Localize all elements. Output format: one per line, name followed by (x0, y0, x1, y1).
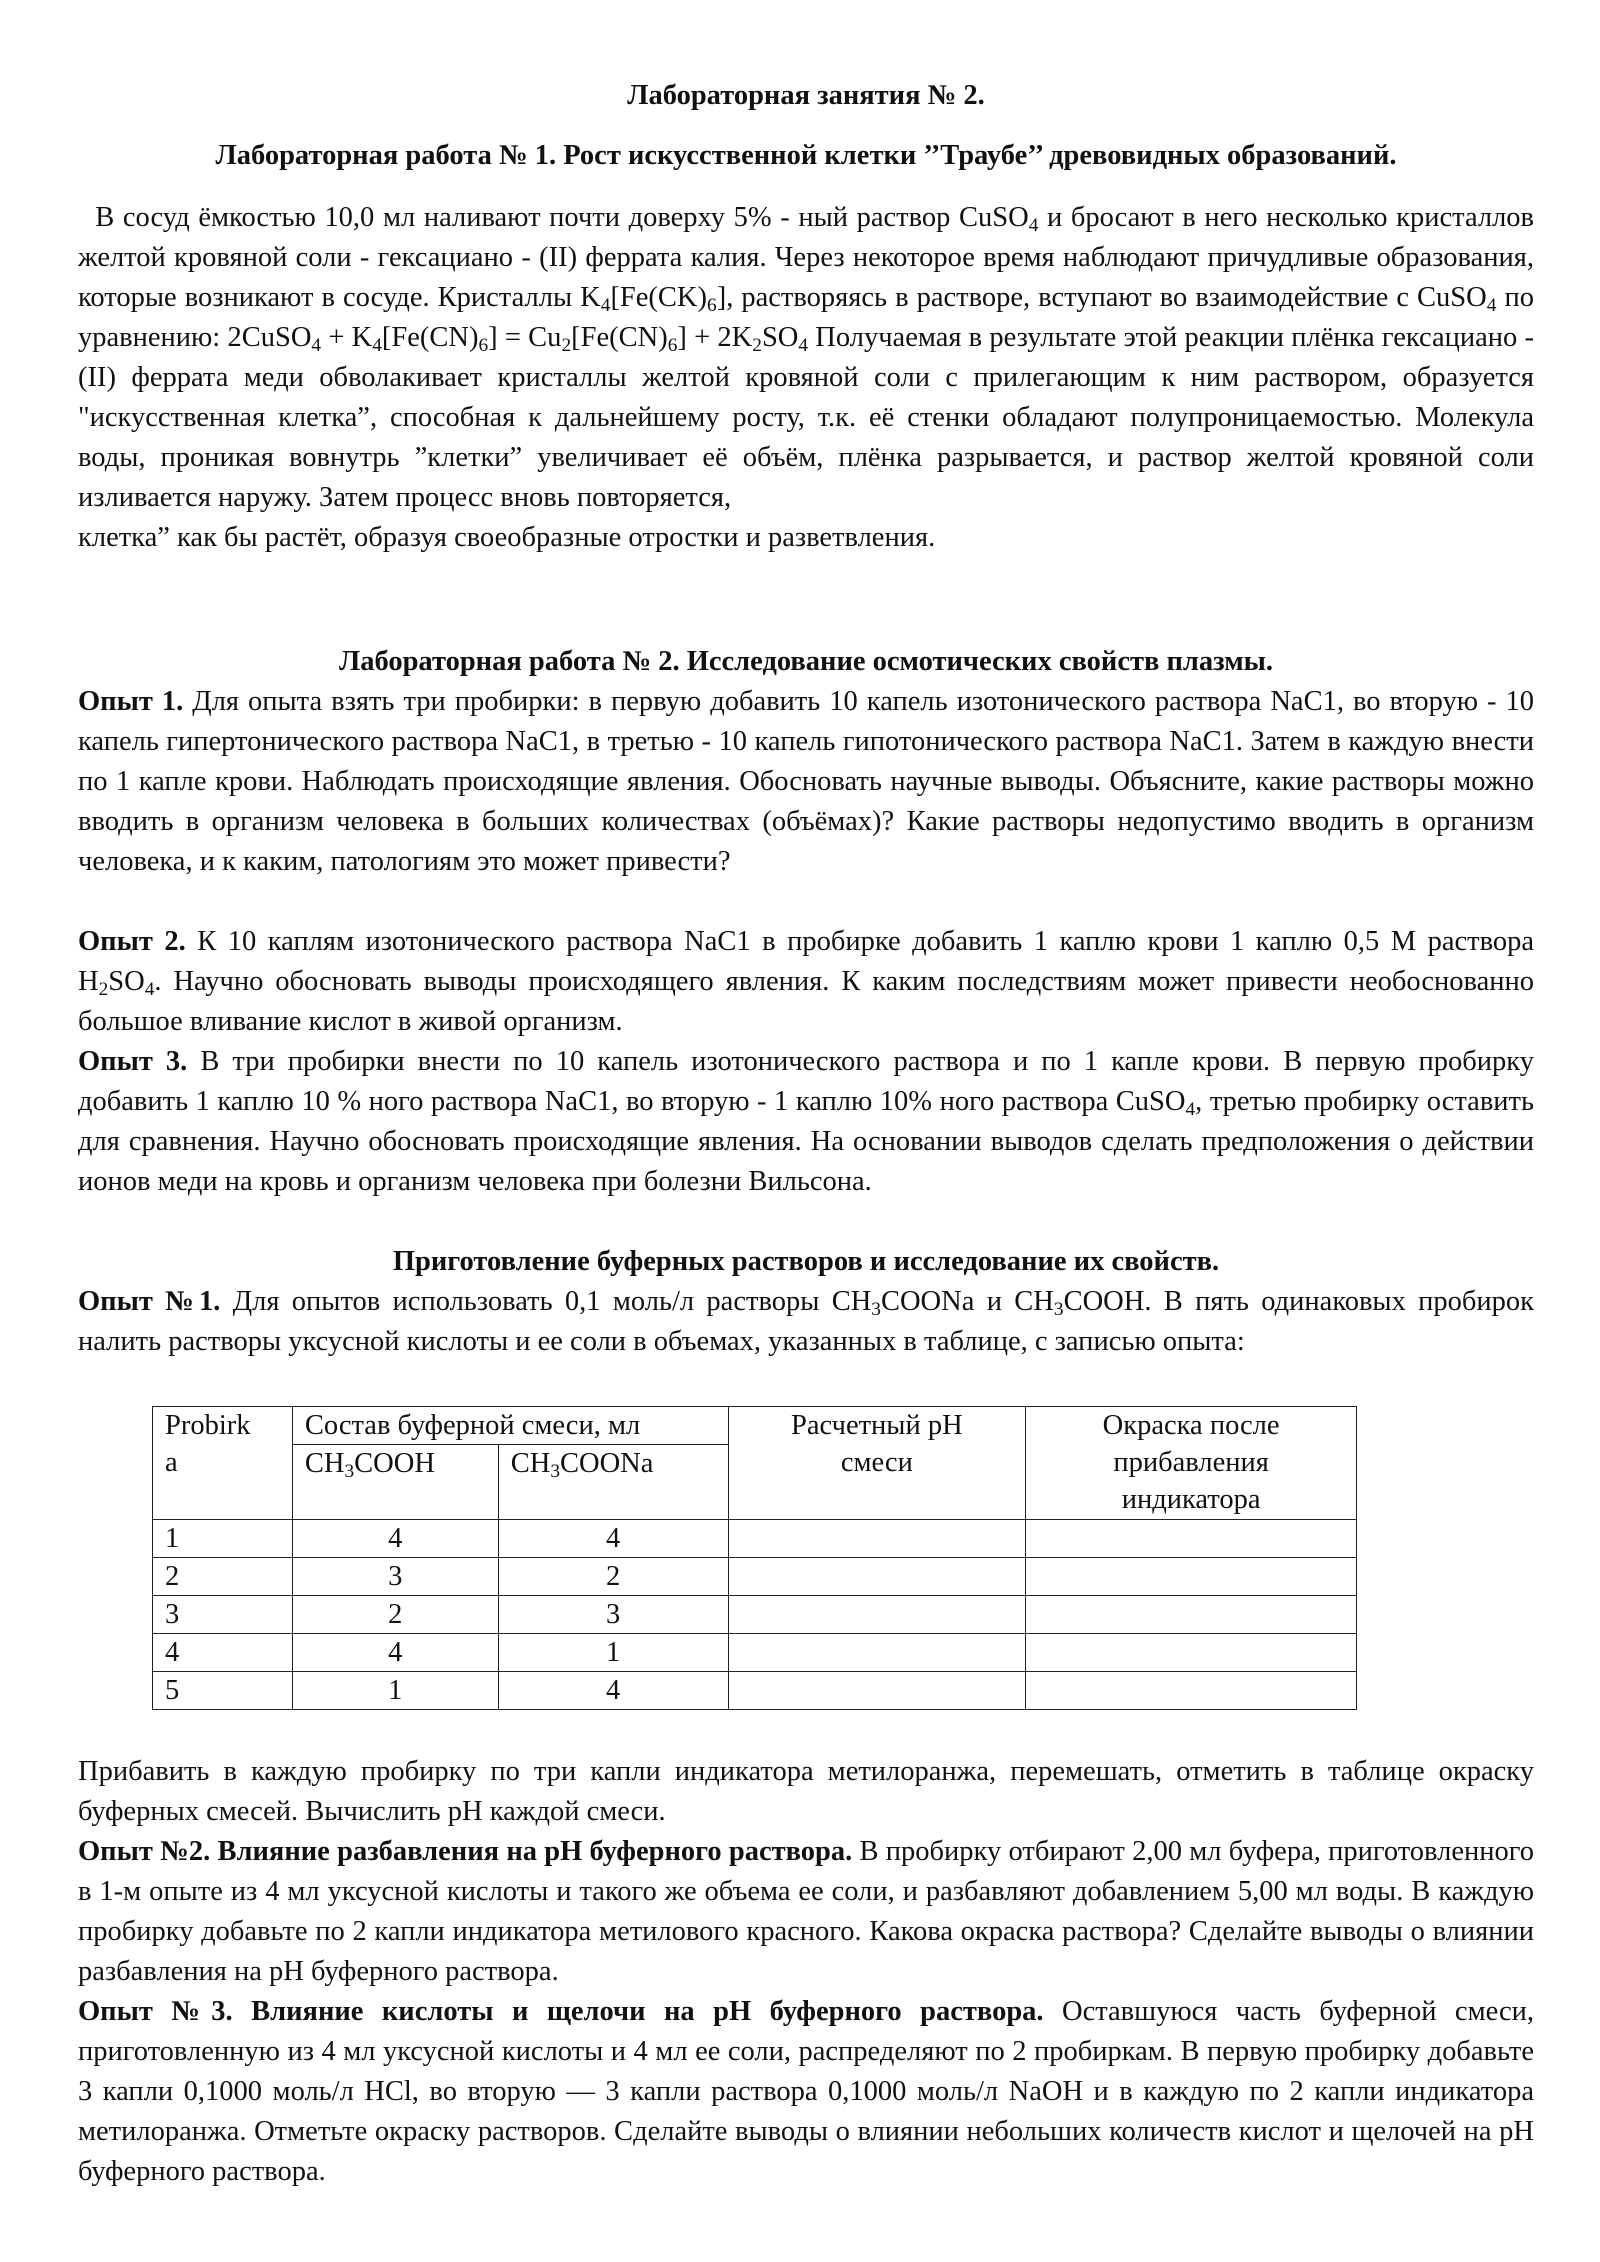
header-color-text: Окраска после прибавления индикатора (1102, 1410, 1280, 1515)
cell-ch3cooh: 3 (292, 1558, 498, 1596)
cell-ph (728, 1558, 1026, 1596)
buffer-exp1-text-b: и (974, 1286, 1015, 1317)
exp3-label: Опыт 3. (78, 1046, 188, 1077)
row-number: 5 (153, 1672, 293, 1710)
table-row (153, 1558, 1357, 1596)
header-probirka-line1: Probirk (165, 1410, 251, 1441)
row-number: 1 (153, 1520, 293, 1558)
cell-ph (728, 1672, 1026, 1710)
buffer-heading: Приготовление буферных растворов и исследование их свойств. (392, 1246, 1220, 1277)
cell-color (1026, 1558, 1357, 1596)
cell-ch3cooh: 1 (292, 1672, 498, 1710)
buffer-exp1-label: Опыт №1. (78, 1286, 221, 1317)
row-number: 4 (153, 1634, 293, 1672)
header-color (1026, 1407, 1357, 1520)
exp2-label: Опыт 2. (78, 926, 186, 957)
header-ph (728, 1407, 1026, 1520)
cell-ch3coona: 2 (498, 1558, 728, 1596)
cell-ch3coona: 1 (498, 1634, 728, 1672)
work2-heading: Лабораторная работа № 2. Исследование осмотических свойств плазмы. (338, 646, 1274, 677)
buffer-exp1-text-c: . В пять одинаковых пробирок налить растворы уксусной кислоты и ее соли в объемах, указанных в таблице, с записью опыта: (78, 1286, 1534, 1357)
cell-ph (728, 1634, 1026, 1672)
cell-color (1026, 1596, 1357, 1634)
cell-ch3cooh: 4 (292, 1520, 498, 1558)
work1-text-2: и бросают в него несколько кристаллов желтой кровяной соли - гексациано - (II) феррата калия. Через некоторое время наблюдают причудливые образования, которые возникают в сосуде. Кристаллы (78, 202, 1534, 313)
work1-text-1: В сосуд ёмкостью 10,0 мл наливают почти доверху 5% - ный раствор (95, 202, 960, 233)
after-table-paragraph: Прибавить в каждую пробирку по три капли индикатора метилоранжа, перемешать, отметить в таблице окраску буферных смесей. Вычислить pH каждой смеси. (78, 1756, 1534, 1827)
exp2-text-b: . Научно обосновать выводы происходящего явления. К каким последствиям может привести необоснованно большое вливание кислот в живой организм. (78, 966, 1534, 1037)
header-ch3coona: $CH_3COONa$ (498, 1445, 728, 1520)
buffer-table (152, 1406, 1357, 1710)
buffer-exp2-text: В пробирку отбирают 2,00 мл буфера, приготовленного в 1-м опыте из 4 мл уксусной кислоты и такого же объема ее соли, и разбавляют добавлением 5,00 мл воды. В каждую пробирку добавьте по 2 капли индикатора метилового красного. Какова окраска раствора? Сделайте выводы о влиянии разбавления на pH буферного раствора. (78, 1836, 1534, 1987)
exp1-text: Для опыта взять три пробирки: в первую добавить 10 капель изотонического раствора NaC1, во вторую - 10 капель гипертонического раствора NaC1, в третью - 10 капель гипотонического раствора NaC1. Затем в каждую внести по 1 капле крови. Наблюдать происходящие явления. Обосновать научные выводы. Объясните, какие растворы можно вводить в организм человека в больших количествах (объёмах)? Какие растворы недопустимо вводить в организм человека, и к каким, патологиям это может привести? (78, 686, 1534, 877)
cell-color (1026, 1634, 1357, 1672)
exp3-text-b: , третью пробирку оставить для сравнения. Научно обосновать происходящие явления. На основании выводов сделать предположения о действии ионов меди на кровь и организм человека при болезни Вильсона. (78, 1086, 1534, 1197)
buffer-exp3-label: Опыт №3. Влияние кислоты и щелочи на pH буферного раствора. (78, 1996, 1044, 2027)
buffer-exp2-label: Опыт №2. Влияние разбавления на pH буферного раствора. (78, 1836, 853, 1867)
table-row (153, 1634, 1357, 1672)
work1-paragraph: В сосуд ёмкостью 10,0 мл наливают почти доверху 5% - ный раствор CuSO$_4$ и бросают в него несколько кристаллов желтой кровяной соли - гексациано - (II) феррата калия. Через некоторое время наблюдают причудливые образования, которые возникают в сосуде. Кристаллы $K_4[Fe(CK)_6]$, растворяясь в растворе, вступают во взаимодействие с CuSO$_4$ по уравнению: 2CuSO$_4$ + $K_4[Fe(CN)_6] = Cu_2[Fe(CN)_6] + 2K_2SO_4$ Получаемая в результате этой реакции плёнка гексациано - (II) феррата меди обволакивает кристаллы желтой кровяной соли с прилегающим к ним раствором, образуется "искусственная клетка”, способная к дальнейшему росту, т.к. её стенки обладают полупроницаемостью. Молекула воды, проникая вовнутрь ”клетки” увеличивает её объём, плёнка разрывается, и раствор желтой кровяной соли изливается наружу. Затем процесс вновь повторяется, клетка” как бы растёт, образуя своеобразные отростки и разветвления. (78, 202, 1535, 553)
exp3-text-a: В три пробирки внести по 10 капель изотонического раствора и по 1 капле крови. В первую пробирку добавить 1 каплю 10 % ного раствора NaC1, во вторую - 1 каплю 10% ного раствора (78, 1046, 1534, 1117)
work2-experiment-2: Опыт 2. К 10 каплям изотонического раствора NaC1 в пробирке добавить 1 каплю крови 1 каплю 0,5 М раствора $H_2SO_4$. Научно обосновать выводы происходящего явления. К каким последствиям может привести необоснованно большое вливание кислот в живой организм. (78, 926, 1535, 1037)
buffer-exp1-text-a: Для опытов использовать 0,1 моль/л растворы (220, 1286, 832, 1317)
header-probirka-line2: a (165, 1447, 178, 1478)
cell-ch3coona: 3 (498, 1596, 728, 1634)
cell-ph (728, 1596, 1026, 1634)
cell-ch3coona: 4 (498, 1520, 728, 1558)
row-number: 3 (153, 1596, 293, 1634)
page-title: Лабораторная занятия № 2. (627, 80, 985, 111)
work1-text-6: клетка” как бы растёт, образуя своеобразные отростки и разветвления. (78, 522, 936, 553)
table-row (153, 1596, 1357, 1634)
work1-text-4: по уравнению: (78, 282, 1534, 353)
header-ph-text: Расчетный pH смеси (791, 1410, 963, 1478)
cell-ch3cooh: 2 (292, 1596, 498, 1634)
exp2-text-a: К 10 каплям изотонического раствора NaC1 в пробирке добавить 1 каплю крови 1 каплю 0,5 М раствора (185, 926, 1535, 957)
exp1-label: Опыт 1. (78, 686, 184, 717)
work1-heading-text: Лабораторная работа № 1. Рост искусственной клетки ’’Траубе’’ древовидных образований. (215, 140, 1397, 171)
buffer-experiment-1: Опыт №1. Для опытов использовать 0,1 моль/л растворы $CH_3COONa$ и $CH_3COOH$. В пять одинаковых пробирок налить растворы уксусной кислоты и ее соли в объемах, указанных в таблице, с записью опыта: (78, 1286, 1534, 1357)
work1-text-3: , растворяясь в растворе, вступают во взаимодействие с (726, 282, 1418, 313)
table-row (153, 1520, 1357, 1558)
work1-text-5: Получаемая в результате этой реакции плёнка гексациано - (II) феррата меди обволакивает кристаллы желтой кровяной соли с прилегающим к ним раствором, образуется "искусственная клетка”, способная к дальнейшему росту, т.к. её стенки обладают полупроницаемостью. Молекула воды, проникая вовнутрь ”клетки” увеличивает её объём, плёнка разрывается, и раствор желтой кровяной соли изливается наружу. Затем процесс вновь повторяется, (78, 322, 1535, 513)
cell-ch3coona: 4 (498, 1672, 728, 1710)
buffer-experiment-3 (78, 1992, 1534, 2192)
row-number: 2 (153, 1558, 293, 1596)
cell-ph (728, 1520, 1026, 1558)
header-probirka (153, 1407, 293, 1520)
cell-color (1026, 1672, 1357, 1710)
cell-ch3cooh: 4 (292, 1634, 498, 1672)
work2-experiment-1 (78, 682, 1534, 882)
work2-experiment-3: Опыт 3. В три пробирки внести по 10 капель изотонического раствора и по 1 капле крови. В первую пробирку добавить 1 каплю 10 % ного раствора NaC1, во вторую - 1 каплю 10% ного раствора CuSO$_4$, третью пробирку оставить для сравнения. Научно обосновать происходящие явления. На основании выводов сделать предположения о действии ионов меди на кровь и организм человека при болезни Вильсона. (78, 1046, 1534, 1197)
header-composition: Состав буферной смеси, мл (292, 1407, 728, 1445)
buffer-experiment-2 (78, 1832, 1534, 1992)
table-row (153, 1672, 1357, 1710)
cell-color (1026, 1520, 1357, 1558)
buffer-exp3-text: Оставшуюся часть буферной смеси, приготовленную из 4 мл уксусной кислоты и 4 мл ее соли, распределяют по 2 пробиркам. В первую пробирку добавьте 3 капли 0,1000 моль/л HCl, во вторую — 3 капли раствора 0,1000 моль/л NaOH и в каждую по 2 капли индикатора метилоранжа. Отметьте окраску растворов. Сделайте выводы о влиянии небольших количеств кислот и щелочей на pH буферного раствора. (78, 1996, 1534, 2187)
header-ch3cooh: $CH_3COOH$ (292, 1445, 498, 1520)
work1-heading (78, 136, 1534, 176)
